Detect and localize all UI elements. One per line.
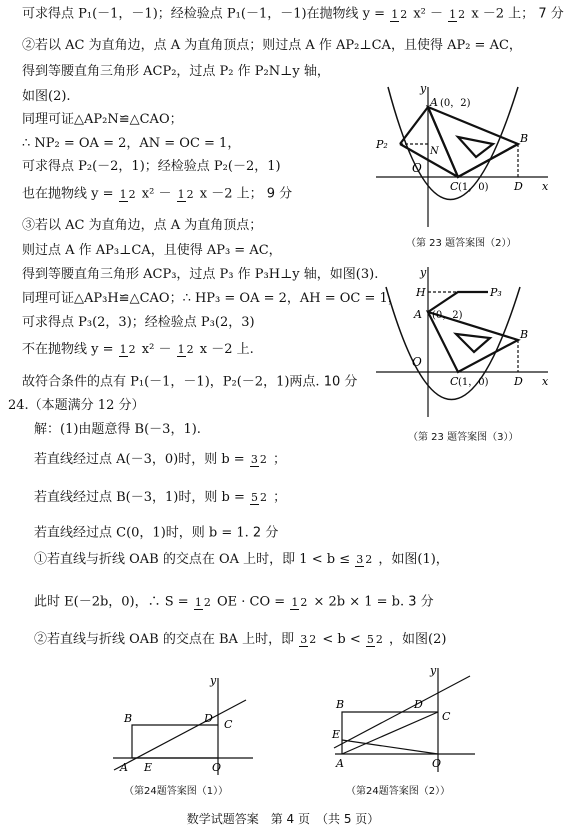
text-line-19: 若直线经过点 B(－3，1)时，则 b = 5 2 ； [34,490,287,505]
text-line-6: ∴ NP₂ = OA = 2，AN = OC = 1， [22,136,241,151]
text-line-3: 得到等腰直角三角形 ACP₂，过点 P₂ 作 P₂N⊥y 轴， [22,64,330,79]
label-D: D [204,712,213,725]
label-y: y [430,664,437,677]
label-C: C [442,710,451,723]
ap3-path [428,292,488,312]
text-line-20: 若直线经过点 C(0，1)时，则 b = 1. 2 分 [34,525,279,541]
label-B: B [336,698,345,711]
label-E: E [332,728,341,741]
label-A: A [336,757,344,770]
label-B: B [520,328,529,341]
label-y: y [210,674,217,687]
text-line-4: 如图(2). [22,89,71,104]
caption-24-1: （第24题答案图（1）） [124,786,229,797]
label-x: x [542,375,549,388]
inner-triangle [456,334,490,352]
figure-23-3 [368,262,558,422]
text-line-11: 得到等腰直角三角形 ACP₃，过点 P₃ 作 P₃H⊥y 轴，如图(3). [22,267,379,282]
label-A-coord: (0，2) [432,310,463,321]
figure-24-2 [330,662,480,778]
score-10: 10 分 [323,374,358,390]
label-C-coord: (1，0) [458,182,489,193]
label-O: O [432,757,442,770]
label-D: D [514,375,523,388]
text-line-15: 故符合条件的点有 P₁(－1，－1)，P₂(－2，1)两点. 10 分 [22,374,358,390]
text-line-2: ②若以 AC 为直角边，点 A 为直角顶点；则过点 A 作 AP₂⊥CA，且使得 AP₂ = AC， [22,38,522,53]
figure-23-2 [368,82,558,232]
label-C: C [224,718,233,731]
text-line-12: 同理可证△AP₃H≌△CAO；∴ HP₃ = OA = 2，AH = OC = 1， [22,291,401,306]
score-7: 7 分 [538,6,564,22]
caption-24-2: （第24题答案图（2）） [346,786,451,797]
label-D: D [514,180,523,193]
text-line-14: 不在抛物线 y = 1 2 x² － 1 2 x －2 上. [22,342,254,357]
label-y: y [420,82,427,95]
text-line-9: ③若以 AC 为直角边，点 A 为直角顶点； [22,218,263,233]
text-line-7: 可求得点 P₂(－2，1)；经检验点 P₂(－2，1) [22,159,281,174]
label-B: B [520,132,529,145]
label-O: O [412,161,422,175]
label-H: H [416,286,426,299]
text-line-10: 则过点 A 作 AP₃⊥CA，且使得 AP₃ = AC， [22,243,282,258]
label-D: D [414,698,423,711]
inner-triangle [458,137,493,157]
caption-23-2: （第 23 题答案图（2）） [406,238,517,249]
score-3: 3 分 [408,594,434,610]
label-C: C [450,375,459,388]
label-y: y [420,266,427,279]
text-line-21: ①若直线与折线 OAB 的交点在 OA 上时，即 1 < b ≤ 3 2 ，如图(1)， [34,552,449,567]
label-P2: P₂ [376,138,388,151]
text-line-13: 可求得点 P₃(2，3)；经检验点 P₃(2，3) [22,315,255,330]
problem-24-header: 24.（本题满分 12 分） [8,398,145,413]
text-line-18: 若直线经过点 A(－3，0)时，则 b = 3 2 ； [34,452,286,467]
label-A: A [120,761,128,774]
label-C: C [450,180,459,193]
caption-23-3: （第 23 题答案图（3）） [408,432,519,443]
text-line-23: ②若直线与折线 OAB 的交点在 BA 上时，即 3 2 < b < 5 2 ，如图(2) [34,632,447,647]
text-line-1: 可求得点 P₁(－1，－1)；经检验点 P₁(－1，－1)在抛物线 y = 1 2 x² － 1 2 x －2 上； 7 分 [22,6,564,22]
label-A: A [414,308,422,321]
text-line-22: 此时 E(－2b，0)，∴ S = 1 2 OE · CO = 1 2 × 2b × 1 = b. 3 分 [34,594,434,610]
label-P3: P₃ [490,286,502,299]
label-O: O [212,761,222,774]
label-B: B [124,712,133,725]
label-O: O [412,355,422,369]
label-A-coord: (0，2) [440,98,471,109]
score-2: 2 分 [252,525,279,541]
label-A: A [430,96,438,109]
line-EO [342,740,438,754]
label-E: E [144,761,153,774]
text-line-8: 也在抛物线 y = 1 2 x² － 1 2 x －2 上； 9 分 [22,186,293,202]
score-9: 9 分 [266,186,293,202]
figure-24-1 [108,670,258,778]
label-N: N [430,146,439,157]
label-x: x [542,180,549,193]
text-line-17: 解：(1)由题意得 B(－3，1). [34,422,201,437]
triangle-ACB [428,312,518,372]
label-C-coord: (1，0) [458,377,489,388]
line-EC [114,700,246,770]
text-line-5: 同理可证△AP₂N≌△CAO； [22,112,183,127]
page-footer: 数学试题答案 第 4 页 （共 5 页） [186,812,380,826]
